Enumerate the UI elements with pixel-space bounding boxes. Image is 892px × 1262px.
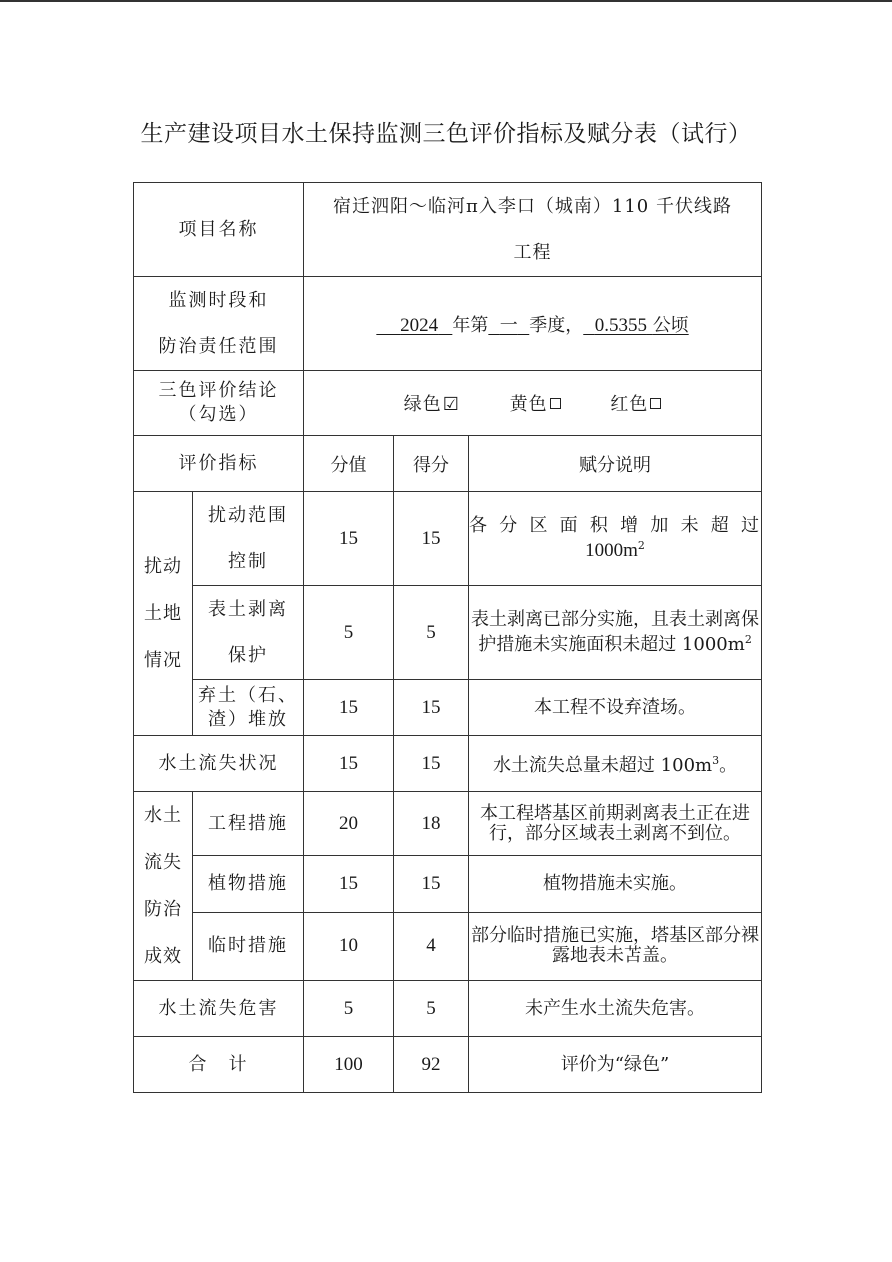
row-score: 15 <box>394 492 469 586</box>
option-yellow[interactable]: 黄色 <box>510 390 561 416</box>
table-row <box>134 792 762 856</box>
row-score: 15 <box>394 856 469 912</box>
period-label-line1: 监测时段和 <box>168 289 269 311</box>
row-desc: 植物措施未实施。 <box>469 856 762 912</box>
row-score: 15 <box>394 680 469 736</box>
header-indicator: 评价指标 <box>134 436 304 492</box>
conclusion-row <box>134 371 762 436</box>
period-year-unit: 年第 <box>452 314 489 336</box>
period-quarter-unit: 季度， <box>529 314 584 336</box>
total-row <box>134 1037 762 1093</box>
period-area: 0.5355 公顷 <box>594 314 689 336</box>
document-title: 生产建设项目水土保持监测三色评价指标及赋分表（试行） <box>140 121 752 147</box>
conclusion-label-line1: 三色评价结论 <box>158 380 279 401</box>
group-prevention: 水土 流失 防治 成效 <box>134 792 193 981</box>
table-row <box>134 736 762 792</box>
group-disturbance: 扰动 土地 情况 <box>134 492 193 736</box>
period-value-cell <box>304 277 762 371</box>
table-row <box>134 981 762 1037</box>
row-value: 15 <box>304 856 394 912</box>
option-red[interactable]: 红色 <box>610 390 661 416</box>
row-value: 5 <box>304 981 394 1037</box>
header-row <box>134 436 762 492</box>
row-name: 水土流失危害 <box>134 981 304 1037</box>
row-score: 15 <box>394 736 469 792</box>
unchecked-box-icon <box>650 398 661 409</box>
row-value: 15 <box>304 680 394 736</box>
row-score: 5 <box>394 981 469 1037</box>
header-score-value: 分值 <box>304 436 394 492</box>
row-value: 15 <box>304 736 394 792</box>
row-score: 4 <box>394 912 469 980</box>
conclusion-label-cell <box>134 371 304 436</box>
row-desc: 本工程塔基区前期剥离表土正在进行，部分区域表土剥离不到位。 <box>469 792 762 856</box>
row-desc: 表土剥离已部分实施，且表土剥离保护措施未实施面积未超过 $1000m^2$ <box>469 586 762 680</box>
conclusion-label-line2: （勾选） <box>178 404 259 425</box>
row-name: 表土剥离 保护 <box>193 586 304 680</box>
project-name-value-cell <box>304 183 762 277</box>
row-value: 5 <box>304 586 394 680</box>
row-name: 工程措施 <box>193 792 304 856</box>
total-desc: 评价为“绿色” <box>469 1037 762 1093</box>
table-row <box>134 586 762 680</box>
row-desc: 部分临时措施已实施，塔基区部分裸露地表未苫盖。 <box>469 912 762 980</box>
total-value: 100 <box>304 1037 394 1093</box>
project-name-label: 项目名称 <box>178 218 259 240</box>
project-name-value-line1: 宿迁泗阳～临河π入李口（城南）110 千伏线路 <box>333 195 732 217</box>
row-desc: 本工程不设弃渣场。 <box>469 680 762 736</box>
row-score: 18 <box>394 792 469 856</box>
project-name-value-line2: 工程 <box>513 241 552 263</box>
row-name: 弃土（石、 渣）堆放 <box>193 680 304 736</box>
unchecked-box-icon <box>550 398 561 409</box>
row-value: 20 <box>304 792 394 856</box>
period-year: 2024 <box>400 314 439 336</box>
row-desc: 水土流失总量未超过 $100m^3$。 <box>469 736 762 792</box>
row-value: 15 <box>304 492 394 586</box>
top-border-line <box>0 0 892 2</box>
project-name-row <box>134 183 762 277</box>
period-label-line2: 防治责任范围 <box>158 335 279 357</box>
period-label-cell <box>134 277 304 371</box>
row-name: 植物措施 <box>193 856 304 912</box>
total-label: 合 计 <box>134 1037 304 1093</box>
period-quarter: 一 <box>499 314 518 336</box>
row-name: 扰动范围 控制 <box>193 492 304 586</box>
conclusion-options-cell <box>304 371 762 436</box>
table-row <box>134 856 762 912</box>
row-desc: 各分区面积增加未超过 $1000m^2$ <box>469 492 762 586</box>
row-desc: 未产生水土流失危害。 <box>469 981 762 1037</box>
total-score: 92 <box>394 1037 469 1093</box>
row-score: 5 <box>394 586 469 680</box>
row-value: 10 <box>304 912 394 980</box>
header-explanation: 赋分说明 <box>469 436 762 492</box>
table-row <box>134 680 762 736</box>
table-row <box>134 912 762 980</box>
period-row <box>134 277 762 371</box>
table-row <box>134 492 762 586</box>
option-green[interactable]: 绿色☑ <box>403 394 460 415</box>
row-name: 临时措施 <box>193 912 304 980</box>
project-name-label-cell <box>134 183 304 277</box>
row-name: 水土流失状况 <box>134 736 304 792</box>
evaluation-table <box>133 182 762 1093</box>
header-score-got: 得分 <box>394 436 469 492</box>
checked-box-icon: ☑ <box>442 394 460 415</box>
